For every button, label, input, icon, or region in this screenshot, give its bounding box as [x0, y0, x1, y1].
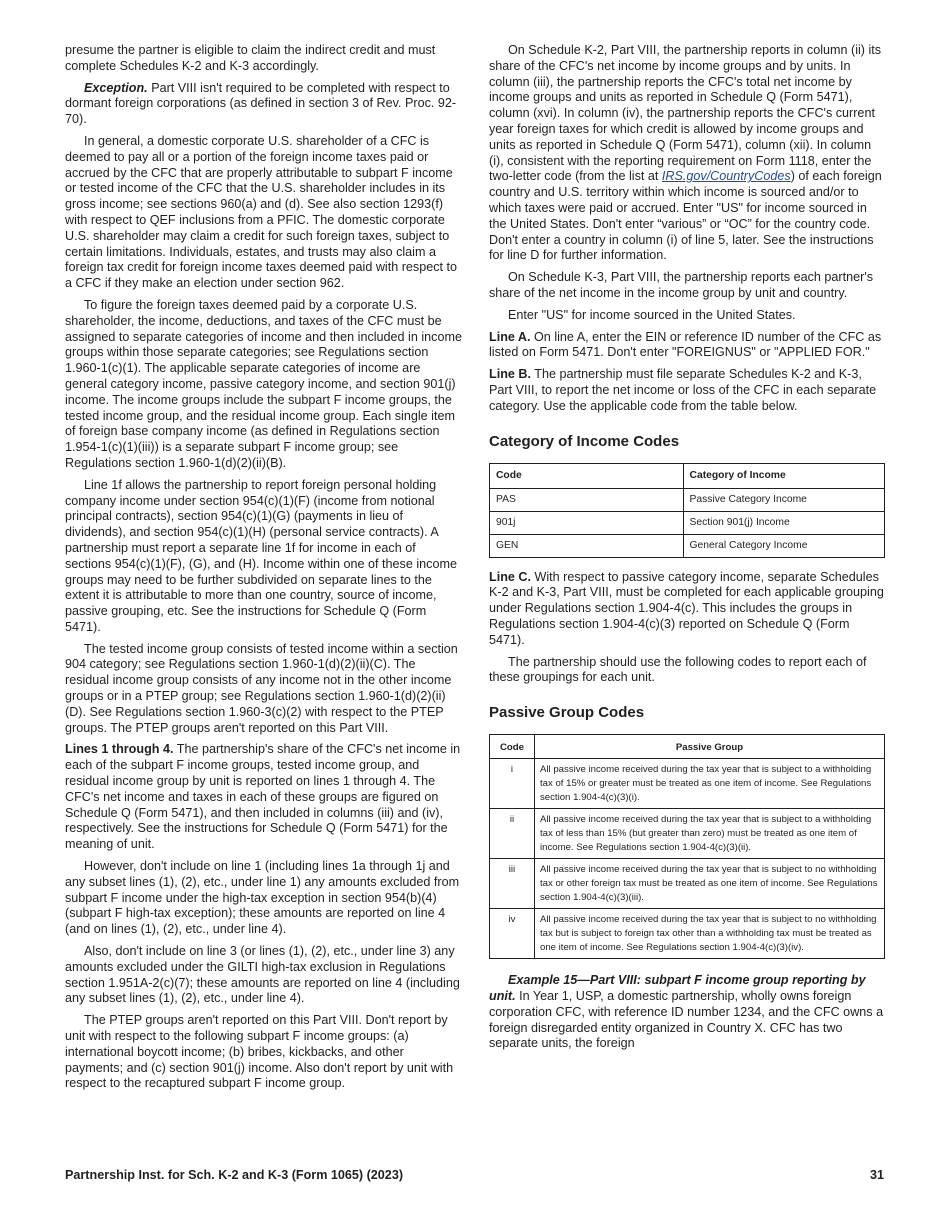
paragraph: The tested income group consists of tested income within a section 904 category; see Regulations section 1.960-1(d)(2)(ii)(C). The residual income group consists of any income not in the other income groups or in a PTEP group; see Regulations section 1.960-1(d)(2)(ii)(D). See Regulations section 1.960-3(c)(2) with respect to the PTEP groups. The PTEP groups aren't reported on this Part VIII.: [65, 641, 458, 735]
description-cell: All passive income received during the tax year that is subject to no withholding tax but is subject to foreign tax other than a withholding tax must be treated as one item of income. See Regulations section 1.904-4(c)(3)(iv).: [535, 909, 885, 959]
country-codes-link[interactable]: IRS.gov/CountryCodes: [661, 169, 791, 184]
paragraph: The partnership should use the following codes to report each of these groupings for each unit.: [489, 654, 867, 685]
exception-paragraph: [65, 81, 462, 128]
left-column: [65, 43, 462, 1098]
line-a-text: On line A, enter the EIN or reference ID number of the CFC as listed on Form 5471. Don't enter "FOREIGNUS" or "APPLIED FOR.": [489, 329, 882, 360]
paragraph: To figure the foreign taxes deemed paid by a corporate U.S. shareholder, the income, deductions, and taxes of the CFC must be assigned to separate categories of income and then included in income groups within those separate categories; see Regulations section 1.960-1(c)(1). The applicable separate categories of income are general category income, passive category income, and section 901(j) income. The income groups include the subpart F income groups, the tested income group, and the residual income group. Each single item of foreign base company income (as defined in Regulations section 1.954-1(c)(1)(iii)) is a separate subpart F income group; see Regulations section 1.960-1(d)(2)(ii)(B).: [65, 297, 462, 470]
table-header-row: [490, 735, 885, 759]
table-row: [490, 909, 885, 959]
table-header-cell: Passive Group: [535, 735, 885, 759]
table-row: [490, 809, 885, 859]
description-cell: All passive income received during the tax year that is subject to a withholding tax of 15% or greater must be treated as one item of income. See Regulations section 1.904-4(c)(3)(i).: [535, 759, 885, 809]
lines-1-4-text: The partnership's share of the CFC's net income in each of the subpart F income groups, tested income group, and residual income group by unit is reported on lines 1 through 4. The CFC's net income and taxes in each of these groups are figured on Schedule Q (Form 5471), and then included in columns (iii) and (iv), respectively. See the instructions for Schedule Q (Form 5471) for the meaning of unit.: [65, 742, 461, 852]
exception-text: Part VIII isn't required to be completed with respect to dormant foreign corporations (as defined in section 3 of Rev. Proc. 92-70).: [65, 80, 457, 127]
category-cell: Passive Category Income: [683, 488, 884, 511]
table-header-row: [490, 463, 885, 488]
line-b-label: Line B.: [489, 367, 531, 382]
paragraph-text: On Schedule K-2, Part VIII, the partnership reports in column (ii) its share of the CFC's net income by income groups and by units. In column (iii), the partnership reports the CFC's total net income by income groups and units as reported in Schedule Q (Form 5471), column (xvi). In column (iv), the partnership reports the CFC's current year foreign taxes for which credit is allowed by income groups and units as reported in Schedule Q (Form 5471), column (xii). In column (i), consistent with the reporting requirement on Form 1118, enter the two-letter code (from the list at: [489, 43, 882, 184]
line-c-paragraph: [489, 570, 885, 649]
code-cell: ii: [490, 809, 535, 859]
paragraph: Enter "US" for income sourced in the United States.: [508, 307, 796, 322]
schedule-k2-paragraph: [489, 43, 885, 264]
table-header-cell: Category of Income: [683, 463, 884, 488]
passive-group-codes-table: [489, 734, 885, 959]
code-cell: iv: [490, 909, 535, 959]
table-row: [490, 488, 885, 511]
code-cell: i: [490, 759, 535, 809]
lines-1-4-label: Lines 1 through 4.: [65, 742, 174, 757]
line-c-label: Line C.: [489, 569, 531, 584]
category-cell: Section 901(j) Income: [683, 511, 884, 534]
paragraph: Line 1f allows the partnership to report foreign personal holding company income under section 954(c)(1)(F) (income from notional principal contracts), section 954(c)(1)(G) (payments in lieu of dividends), and section 954(c)(1)(H) (personal service contracts). A partnership must report a separate line 1f for income in each of sections 954(c)(1)(F), (G), and (H). Income within one of these income groups may need to be further subdivided on separate lines to the extent it is attributable to more than one country, source of income, passive grouping, etc. See the instructions for Schedule Q (Form 5471).: [65, 477, 457, 634]
table-header-cell: Code: [490, 463, 684, 488]
footer-title: Partnership Inst. for Sch. K-2 and K-3 (Form 1065) (2023): [65, 1168, 404, 1182]
code-cell: GEN: [490, 534, 684, 557]
table-row: [490, 759, 885, 809]
category-codes-table: [489, 463, 885, 558]
line-b-text: The partnership must file separate Schedules K-2 and K-3, Part VIII, to report the net income or loss of the CFC in each separate category. Use the applicable code from the table below.: [489, 367, 877, 413]
line-c-text: With respect to passive category income, separate Schedules K-2 and K-3, Part VIII, must be completed for each applicable grouping under Regulations section 1.904-4(c). This includes the groups in Regulations section 1.904-4(c)(3) reported on Schedule Q (Form 5471).: [489, 569, 884, 647]
lines-1-4-paragraph: [65, 742, 462, 853]
paragraph: However, don't include on line 1 (including lines 1a through 1j and any subset lines (1), (2), etc., under line 1) any amounts excluded from subpart F income under the high-tax exception in section 954(b)(4) (subpart F high-tax exception); these amounts are reported on line 4 (and on lines (1), (2), etc., under line 4).: [65, 859, 460, 937]
exception-label: Exception.: [84, 80, 148, 95]
paragraph: The PTEP groups aren't reported on this Part VIII. Don't report by unit with respect to the following subpart F income groups: (a) international boycott income; (b) bribes, kickbacks, and other payments; and (c) section 901(j) income. Also don't report by unit with respect to the recaptured subpart F income group.: [65, 1013, 454, 1091]
right-column: [489, 43, 885, 1058]
paragraph: In general, a domestic corporate U.S. shareholder of a CFC is deemed to pay all or a portion of the foreign income taxes paid or accrued by the CFC that are properly attributable to subpart F income or tested income of the CFC that the U.S. shareholder includes in its gross income; see sections 960(a) and (d). See also section 1293(f) with respect to QEF inclusions from a PFIC. The domestic corporate U.S. shareholder may claim a credit for such foreign taxes, subject to certain limitations. Individuals, estates, and trusts may also claim a foreign tax credit for foreign income taxes deemed paid with respect to a CFC if they make an election under section 962.: [65, 133, 458, 291]
code-cell: PAS: [490, 488, 684, 511]
code-cell: 901j: [490, 511, 684, 534]
description-cell: All passive income received during the tax year that is subject to no withholding tax or other foreign tax must be treated as one item of income. See Regulations section 1.904-4(c)(3)(iii).: [535, 859, 885, 909]
example-text: In Year 1, USP, a domestic partnership, wholly owns foreign corporation CFC, with reference ID number 1234, and the CFC owns a foreign disregarded entity organized in Country X. CFC has two separate units, the foreign: [489, 988, 884, 1051]
line-b-paragraph: [489, 367, 885, 414]
description-cell: All passive income received during the tax year that is subject to a withholding tax of less than 15% (but greater than zero) must be treated as one item of income. See Regulations section 1.904-4(c)(3)(ii).: [535, 809, 885, 859]
paragraph: On Schedule K-3, Part VIII, the partnership reports each partner's share of the net income in the income group by unit and country.: [489, 270, 874, 300]
example-label: Example 15—Part VIII: subpart F income group reporting by unit.: [489, 973, 866, 1003]
category-cell: General Category Income: [683, 534, 884, 557]
paragraph: presume the partner is eligible to claim the indirect credit and must complete Schedules K-2 and K-3 accordingly.: [65, 43, 436, 73]
line-a-paragraph: [489, 330, 885, 362]
passive-codes-heading: Passive Group Codes: [489, 704, 645, 722]
table-row: [490, 511, 885, 534]
paragraph: Also, don't include on line 3 (or lines (1), (2), etc., under line 3) any amounts excluded under the GILTI high-tax exclusion in Regulations section 1.951A-2(c)(7); these amounts are reported on line 4 (including any subset lines (1), (2), etc., under line 4).: [65, 944, 460, 1006]
table-row: [490, 859, 885, 909]
table-row: [490, 534, 885, 557]
category-codes-heading: Category of Income Codes: [489, 432, 680, 450]
line-a-label: Line A.: [489, 329, 531, 344]
code-cell: iii: [490, 859, 535, 909]
table-header-cell: Code: [490, 735, 535, 759]
paragraph-text: ) of each foreign country and U.S. territory within which income is sourced and/or to which taxes were paid or accrued. Enter "US" for income sourced in the United States. Don't enter “various” or “OC” for the country code. Don't enter a country in column (i) of line 5, later. See the instructions for line D for further information.: [489, 169, 882, 263]
example-paragraph: [489, 973, 885, 1052]
page-number: 31: [869, 1168, 884, 1182]
